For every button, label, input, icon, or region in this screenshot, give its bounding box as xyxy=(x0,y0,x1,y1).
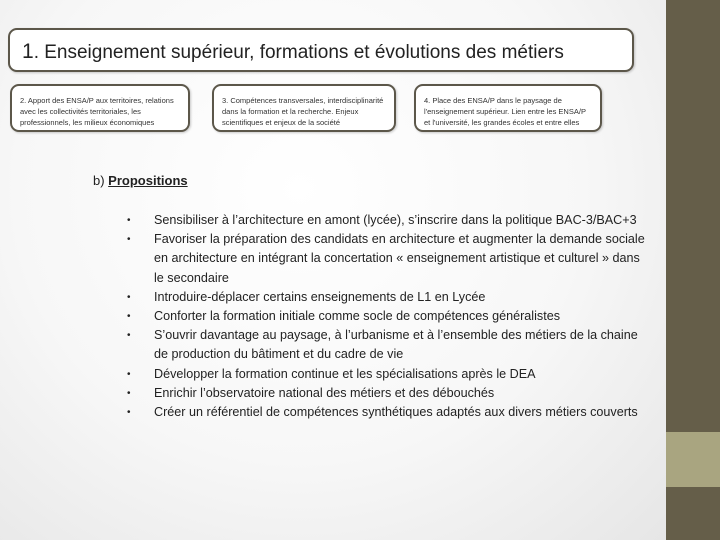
list-item: • S’ouvrir davantage au paysage, à l’urbanisme et à l’ensemble des métiers de la chaine de production du bâtiment et du cadre de vie xyxy=(127,326,647,364)
section-label: Propositions xyxy=(108,173,188,188)
topic-box-4: 4. Place des ENSA/P dans le paysage de l'enseignement supérieur. Lien entre les ENSA/P et l'université, les grandes écoles et entre elles xyxy=(414,84,602,132)
list-item: • Créer un référentiel de compétences synthétiques adaptés aux divers métiers couverts xyxy=(127,403,647,422)
list-item: • Développer la formation continue et les spécialisations après le DEA xyxy=(127,365,647,384)
topic-box-3: 3. Compétences transversales, interdisciplinarité dans la formation et la recherche. Enjeux scientifiques et enjeux de la société xyxy=(212,84,396,132)
list-item: • Enrichir l’observatoire national des métiers et des débouchés xyxy=(127,384,647,403)
decorative-sidebar xyxy=(666,0,720,540)
proposition-list xyxy=(127,211,647,422)
title-number: 1 xyxy=(22,40,34,63)
list-item: • Sensibiliser à l’architecture en amont (lycée), s’inscrire dans la politique BAC-3/BAC+3 xyxy=(127,211,647,230)
list-item: • Conforter la formation initiale comme socle de compétences généralistes xyxy=(127,307,647,326)
section-heading xyxy=(93,173,188,188)
section-prefix: b) xyxy=(93,173,109,188)
list-item: • Favoriser la préparation des candidats en architecture et augmenter la demande sociale en architecture en intégrant la concertation « enseignement artistique et culturel » dans le secondaire xyxy=(127,230,647,288)
main-title-box xyxy=(8,28,634,72)
list-item: • Introduire-déplacer certains enseignements de L1 en Lycée xyxy=(127,288,647,307)
sidebar-accent-band xyxy=(666,432,720,487)
title-text: . Enseignement supérieur, formations et évolutions des métiers xyxy=(33,42,564,63)
topic-box-2: 2. Apport des ENSA/P aux territoires, relations avec les collectivités territoriales, les professionnels, les milieux économiques xyxy=(10,84,190,132)
